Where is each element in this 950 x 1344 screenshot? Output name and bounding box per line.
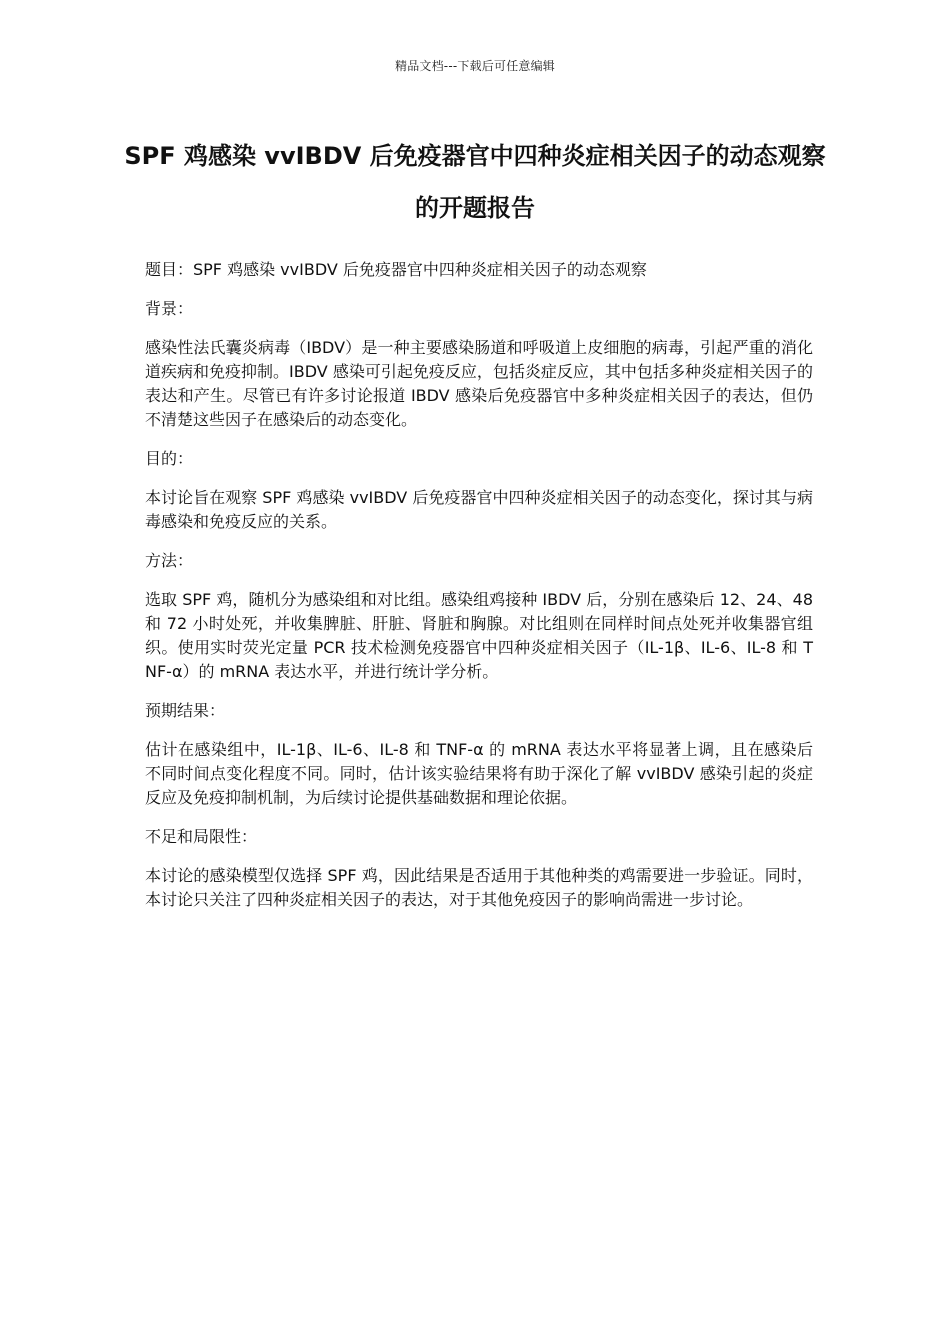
section-heading-purpose: 目的： bbox=[145, 449, 194, 468]
section-body-limitations: 本讨论的感染模型仅选择 SPF 鸡，因此结果是否适用于其他种类的鸡需要进一步验证。同时，本讨论只关注了四种炎症相关因子的表达，对于其他免疫因子的影响尚需进一步讨论。 bbox=[145, 866, 813, 909]
section-heading-expected-results: 预期结果： bbox=[145, 701, 226, 720]
section-body-method: 选取 SPF 鸡，随机分为感染组和对比组。感染组鸡接种 IBDV 后，分别在感染后 12、24、48 和 72 小时处死，并收集脾脏、肝脏、肾脏和胸腺。对比组则在同样时间点处死并收集器官组织。使用实时荧光定量 PCR 技术检测免疫器官中四种炎症相关因子（IL-1β、IL-6、IL-8 和 TNF-α）的 mRNA 表达水平，并进行统计学分析。 bbox=[145, 590, 813, 681]
section-heading-limitations: 不足和局限性： bbox=[145, 827, 258, 846]
section-heading-method: 方法： bbox=[145, 551, 194, 570]
section-body-purpose: 本讨论旨在观察 SPF 鸡感染 vvIBDV 后免疫器官中四种炎症相关因子的动态变化，探讨其与病毒感染和免疫反应的关系。 bbox=[145, 488, 813, 531]
document-title: SPF 鸡感染 vvIBDV 后免疫器官中四种炎症相关因子的动态观察的开题报告 bbox=[124, 142, 826, 222]
topic-line: 题目：SPF 鸡感染 vvIBDV 后免疫器官中四种炎症相关因子的动态观察 bbox=[145, 260, 647, 279]
section-body-background: 感染性法氏囊炎病毒（IBDV）是一种主要感染肠道和呼吸道上皮细胞的病毒，引起严重的消化道疾病和免疫抑制。IBDV 感染可引起免疫反应，包括炎症反应，其中包括多种炎症相关因子的表达和产生。尽管已有许多讨论报道 IBDV 感染后免疫器官中多种炎症相关因子的表达，但仍不清楚这些因子在感染后的动态变化。 bbox=[145, 338, 813, 429]
document-body bbox=[145, 258, 813, 927]
section-heading-background: 背景： bbox=[145, 299, 194, 318]
section-body-expected-results: 估计在感染组中，IL-1β、IL-6、IL-8 和 TNF-α 的 mRNA 表达水平将显著上调，且在感染后不同时间点变化程度不同。同时，估计该实验结果将有助于深化了解 vvIBDV 感染引起的炎症反应及免疫抑制机制，为后续讨论提供基础数据和理论依据。 bbox=[145, 740, 813, 807]
header-note: 精品文档---下载后可任意编辑 bbox=[395, 59, 555, 73]
